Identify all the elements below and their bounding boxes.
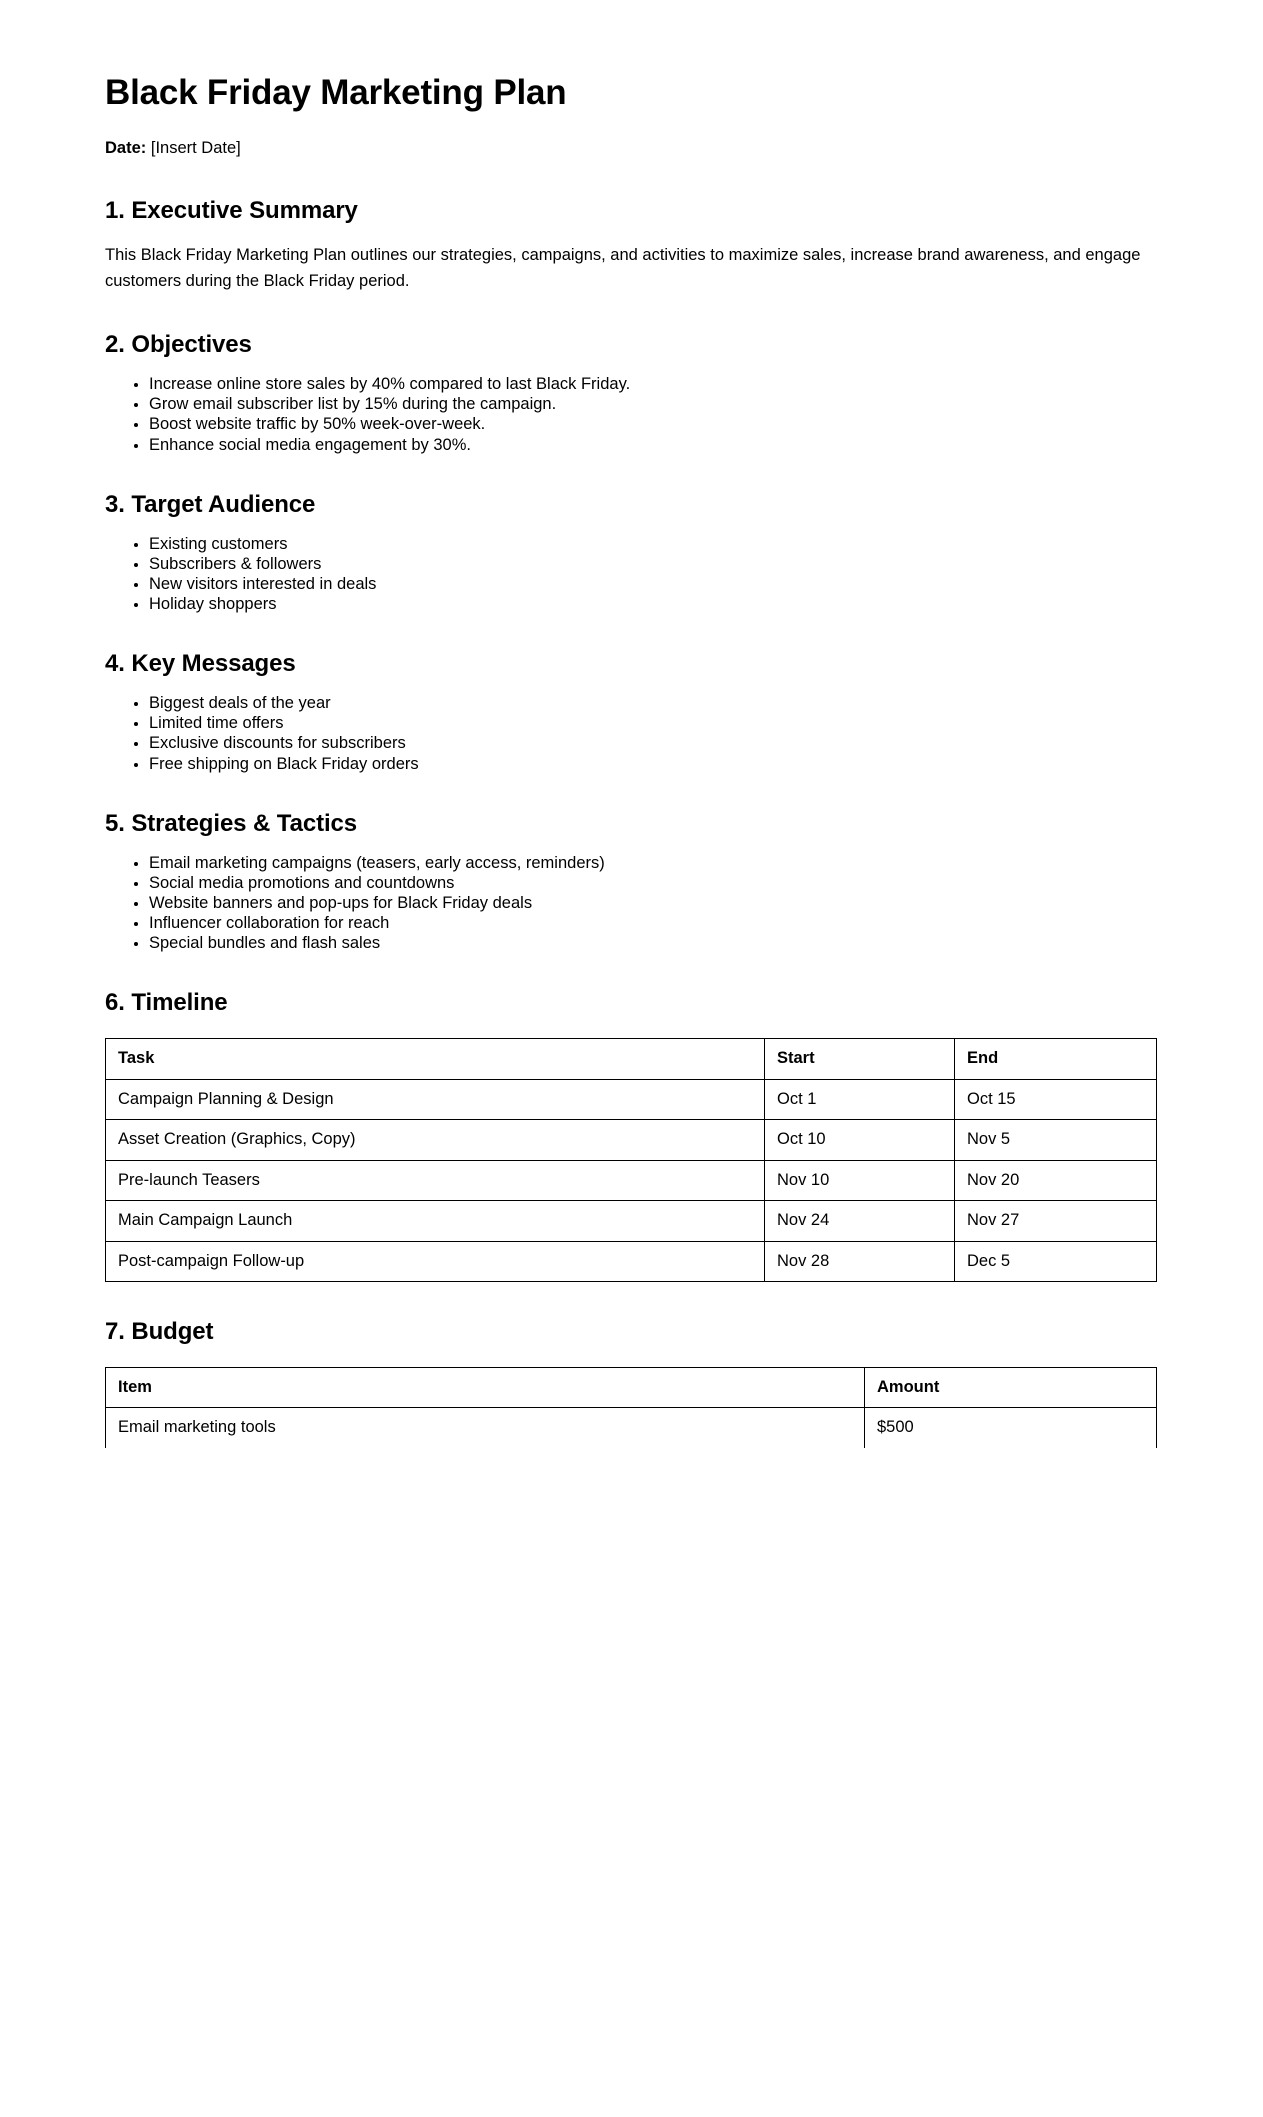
list-item: • Free shipping on Black Friday orders (149, 754, 1158, 774)
cell-task: Main Campaign Launch (106, 1201, 765, 1241)
column-header-start: Start (765, 1039, 955, 1079)
section-heading-executive-summary: 1. Executive Summary (105, 196, 358, 224)
document-date (105, 136, 1158, 161)
cell-amount: $500 (865, 1408, 1157, 1448)
table-row (106, 1079, 1157, 1119)
table-row (106, 1241, 1157, 1281)
table-row (106, 1201, 1157, 1241)
executive-summary-paragraph: This Black Friday Marketing Plan outlines our strategies, campaigns, and activities to maximize sales, increase brand awareness, and engage customers during the Black Friday period. (105, 245, 1141, 291)
column-header-end: End (955, 1039, 1157, 1079)
list-item: • Limited time offers (149, 713, 1158, 733)
section-heading-key-messages: 4. Key Messages (105, 650, 296, 678)
page-title: Black Friday Marketing Plan (105, 73, 567, 112)
list-item: • Exclusive discounts for subscribers (149, 733, 1158, 753)
cell-item: Email marketing tools (106, 1408, 865, 1448)
cell-task: Campaign Planning & Design (106, 1079, 765, 1119)
cell-end: Nov 20 (955, 1160, 1157, 1200)
list-item: • Boost website traffic by 50% week-over-week. (149, 414, 1158, 434)
cell-start: Oct 10 (765, 1120, 955, 1160)
date-label: Date: (105, 139, 147, 157)
list-item: • New visitors interested in deals (149, 574, 1158, 594)
timeline-table (105, 1038, 1157, 1282)
cell-task: Pre-launch Teasers (106, 1160, 765, 1200)
cell-start: Oct 1 (765, 1079, 955, 1119)
cell-start: Nov 28 (765, 1241, 955, 1281)
list-item: • Special bundles and flash sales (149, 933, 1158, 953)
section-heading-objectives: 2. Objectives (105, 331, 252, 359)
section-heading-timeline: 6. Timeline (105, 989, 228, 1017)
list-item: • Increase online store sales by 40% compared to last Black Friday. (149, 374, 1158, 394)
list-item: • Holiday shoppers (149, 594, 1158, 614)
section-heading-budget: 7. Budget (105, 1317, 214, 1345)
table-row (106, 1120, 1157, 1160)
budget-table-wrapper (105, 1367, 1158, 1437)
column-header-item: Item (106, 1367, 865, 1407)
column-header-amount: Amount (865, 1367, 1157, 1407)
cell-task: Post-campaign Follow-up (106, 1241, 765, 1281)
cell-task: Asset Creation (Graphics, Copy) (106, 1120, 765, 1160)
cell-end: Nov 5 (955, 1120, 1157, 1160)
section-heading-target-audience: 3. Target Audience (105, 490, 316, 518)
date-value: [Insert Date] (150, 139, 241, 157)
cell-start: Nov 24 (765, 1201, 955, 1241)
list-item: • Enhance social media engagement by 30%. (149, 435, 1158, 455)
objectives-list (105, 374, 1158, 455)
section-heading-strategies-tactics: 5. Strategies & Tactics (105, 809, 358, 837)
table-row (106, 1160, 1157, 1200)
list-item: • Grow email subscriber list by 15% during the campaign. (149, 394, 1158, 414)
list-item: • Social media promotions and countdowns (149, 873, 1158, 893)
key-messages-list (105, 693, 1158, 774)
table-header-row (106, 1367, 1157, 1407)
list-item: • Influencer collaboration for reach (149, 913, 1158, 933)
cell-end: Nov 27 (955, 1201, 1157, 1241)
cell-start: Nov 10 (765, 1160, 955, 1200)
table-header-row (106, 1039, 1157, 1079)
target-audience-list (105, 534, 1158, 615)
column-header-task: Task (106, 1039, 765, 1079)
list-item: • Email marketing campaigns (teasers, early access, reminders) (149, 853, 1158, 873)
page-bottom-whitespace (105, 1417, 1158, 2117)
list-item: • Biggest deals of the year (149, 693, 1158, 713)
cell-end: Dec 5 (955, 1241, 1157, 1281)
list-item: • Subscribers & followers (149, 554, 1158, 574)
timeline-table-wrapper (105, 1038, 1158, 1282)
list-item: • Website banners and pop-ups for Black Friday deals (149, 893, 1158, 913)
cell-end: Oct 15 (955, 1079, 1157, 1119)
strategies-tactics-list (105, 853, 1158, 954)
list-item: • Existing customers (149, 534, 1158, 554)
